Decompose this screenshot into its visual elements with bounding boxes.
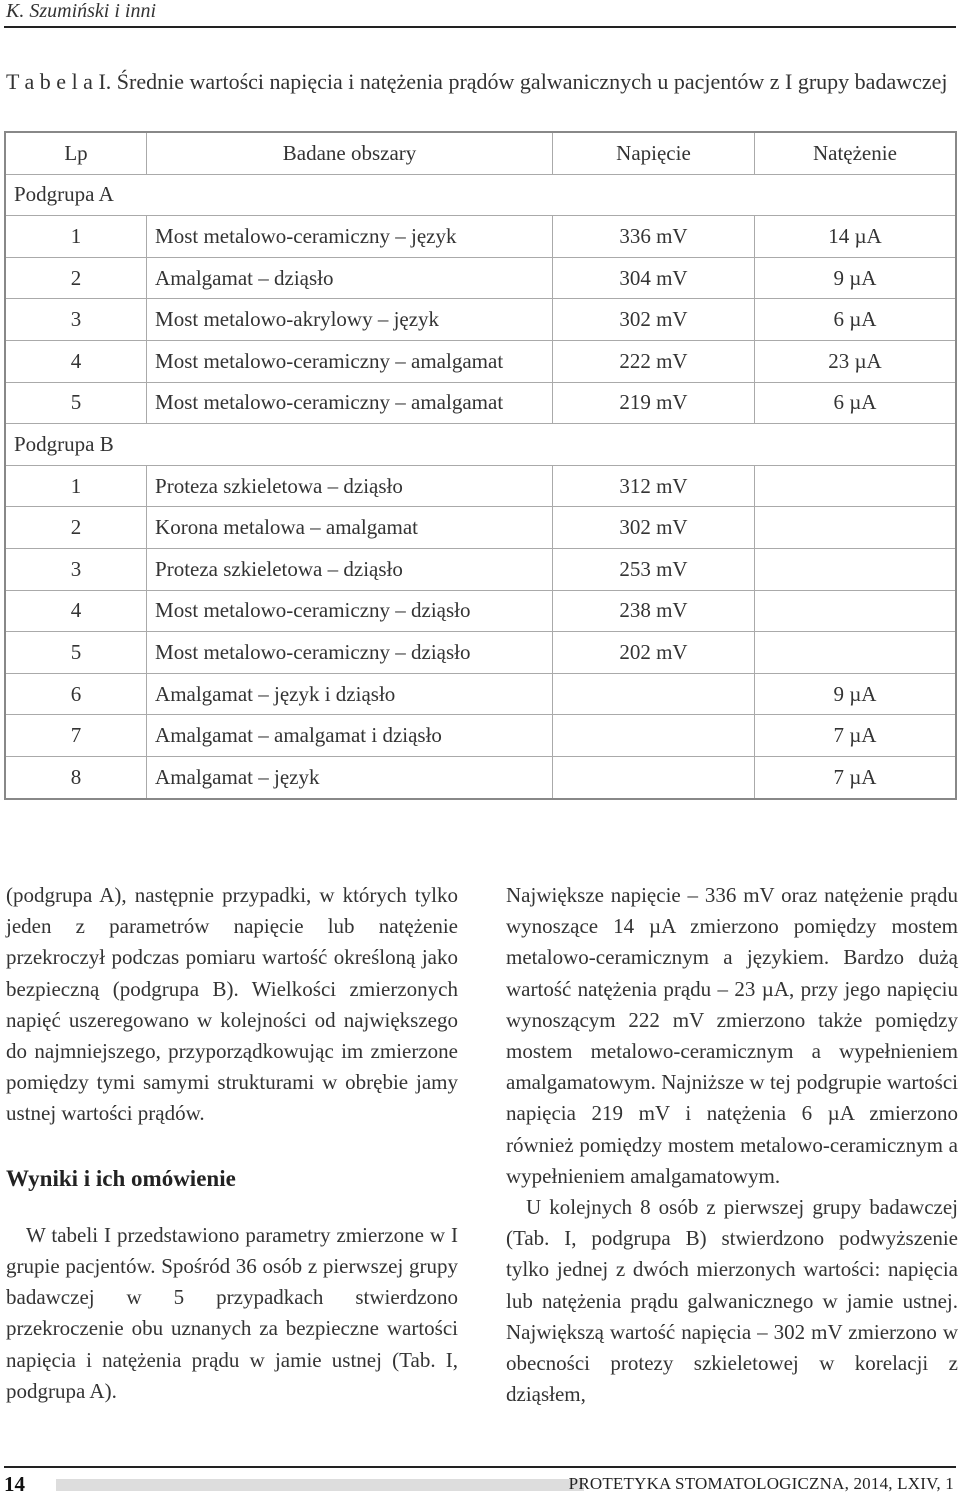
column-header-voltage: Napięcie xyxy=(553,132,755,174)
column-header-area: Badane obszary xyxy=(147,132,553,174)
cell-voltage: 219 mV xyxy=(553,382,755,424)
cell-current xyxy=(754,632,956,674)
footer-rule xyxy=(4,1466,956,1468)
cell-voltage xyxy=(553,673,755,715)
results-table xyxy=(4,131,957,800)
cell-voltage: 302 mV xyxy=(553,507,755,549)
cell-current: 14 µA xyxy=(754,216,956,258)
table-caption: T a b e l a I. Średnie wartości napięcia i natężenia prądów galwanicznych u pacjentów z I grupy badawczej xyxy=(6,69,948,94)
right-column xyxy=(506,880,958,1410)
cell-current: 23 µA xyxy=(754,340,956,382)
table-row xyxy=(5,216,956,258)
cell-area: Most metalowo-ceramiczny – amalgamat xyxy=(147,340,553,382)
table-row xyxy=(5,715,956,757)
body-paragraph: Największe napięcie – 336 mV oraz natężenie prądu wynoszące 14 µA zmierzono pomiędzy mostem metalowo-ceramicznym a językiem. Bardzo dużą wartość natężenia prądu – 23 µA, przy jego napięciu wynoszącym 222 mV zmierzono także pomiędzy mostem metalowo-ceramicznym a wypełnieniem amalgamatowym. Najniższe w tej podgrupie wartości napięcia 219 mV i natężenia 6 µA zmierzono również pomiędzy mostem metalowo-ceramicznym a wypełnieniem amalgamatowym. xyxy=(506,883,958,1188)
cell-area: Korona metalowa – amalgamat xyxy=(147,507,553,549)
cell-lp: 2 xyxy=(5,507,147,549)
cell-lp: 3 xyxy=(5,548,147,590)
column-header-lp: Lp xyxy=(5,132,147,174)
cell-current: 6 µA xyxy=(754,299,956,341)
cell-voltage: 336 mV xyxy=(553,216,755,258)
footer-decorative-bar xyxy=(56,1479,584,1491)
table-row xyxy=(5,632,956,674)
page-number: 14 xyxy=(4,1472,25,1496)
cell-lp: 5 xyxy=(5,632,147,674)
body-paragraph: U kolejnych 8 osób z pierwszej grupy badawczej (Tab. I, podgrupa B) stwierdzono podwyższenie tylko jednej z dwóch mierzonych wartości: napięcia lub natężenia prądu galwanicznego w jamie ustnej. Największą wartość napięcia – 302 mV zmierzono w obecności protezy szkieletowej w korelacji z dziąsłem, xyxy=(506,1195,958,1407)
cell-area: Proteza szkieletowa – dziąsło xyxy=(147,548,553,590)
cell-current xyxy=(754,590,956,632)
cell-area: Most metalowo-akrylowy – język xyxy=(147,299,553,341)
cell-area: Amalgamat – dziąsło xyxy=(147,257,553,299)
cell-lp: 4 xyxy=(5,340,147,382)
table-row xyxy=(5,465,956,507)
cell-area: Proteza szkieletowa – dziąsło xyxy=(147,465,553,507)
cell-voltage: 222 mV xyxy=(553,340,755,382)
cell-area: Amalgamat – amalgamat i dziąsło xyxy=(147,715,553,757)
table-row xyxy=(5,756,956,798)
cell-current: 7 µA xyxy=(754,715,956,757)
left-column xyxy=(6,880,458,1407)
cell-voltage: 238 mV xyxy=(553,590,755,632)
table-row xyxy=(5,673,956,715)
group-label: Podgrupa B xyxy=(5,424,956,466)
cell-area: Amalgamat – język i dziąsło xyxy=(147,673,553,715)
cell-lp: 5 xyxy=(5,382,147,424)
cell-voltage: 253 mV xyxy=(553,548,755,590)
cell-current: 9 µA xyxy=(754,673,956,715)
table-header-row xyxy=(5,132,956,174)
cell-area: Most metalowo-ceramiczny – amalgamat xyxy=(147,382,553,424)
body-paragraph: W tabeli I przedstawiono parametry zmierzone w I grupie pacjentów. Spośród 36 osób z pierwszej grupy badawczej w 5 przypadkach stwierdzono przekroczenie obu uznanych za bezpieczne wartości napięcia i natężenia prądu w jamie ustnej (Tab. I, podgrupa A). xyxy=(6,1222,458,1403)
cell-current: 6 µA xyxy=(754,382,956,424)
column-header-current: Natężenie xyxy=(754,132,956,174)
cell-lp: 3 xyxy=(5,299,147,341)
cell-voltage: 302 mV xyxy=(553,299,755,341)
cell-voltage xyxy=(553,715,755,757)
group-label: Podgrupa A xyxy=(5,174,956,216)
cell-lp: 1 xyxy=(5,465,147,507)
header-rule xyxy=(4,26,956,28)
cell-lp: 8 xyxy=(5,756,147,798)
table-row xyxy=(5,257,956,299)
body-paragraph: (podgrupa A), następnie przypadki, w których tylko jeden z parametrów napięcie lub natężenie przekroczył podczas pomiaru wartość określoną jako bezpieczną (podgrupa B). Wielkości zmierzonych napięć uszeregowano w kolejności od największego do najmniejszego, przyporządkowując im zmierzone pomiędzy tymi samymi strukturami w obrębie jamy ustnej wartości prądów. xyxy=(6,883,458,1126)
cell-area: Most metalowo-ceramiczny – dziąsło xyxy=(147,590,553,632)
table-row xyxy=(5,299,956,341)
table-row xyxy=(5,340,956,382)
cell-current: 7 µA xyxy=(754,756,956,798)
cell-area: Amalgamat – język xyxy=(147,756,553,798)
table-row xyxy=(5,548,956,590)
cell-lp: 6 xyxy=(5,673,147,715)
cell-area: Most metalowo-ceramiczny – dziąsło xyxy=(147,632,553,674)
cell-lp: 2 xyxy=(5,257,147,299)
cell-current xyxy=(754,548,956,590)
cell-voltage: 202 mV xyxy=(553,632,755,674)
cell-voltage xyxy=(553,756,755,798)
cell-lp: 7 xyxy=(5,715,147,757)
group-row xyxy=(5,174,956,216)
cell-voltage: 312 mV xyxy=(553,465,755,507)
cell-area: Most metalowo-ceramiczny – język xyxy=(147,216,553,258)
cell-voltage: 304 mV xyxy=(553,257,755,299)
table-row xyxy=(5,507,956,549)
cell-lp: 1 xyxy=(5,216,147,258)
cell-current: 9 µA xyxy=(754,257,956,299)
section-heading: Wyniki i ich omówienie xyxy=(6,1165,236,1191)
cell-current xyxy=(754,507,956,549)
journal-citation: PROTETYKA STOMATOLOGICZNA, 2014, LXIV, 1 xyxy=(568,1474,954,1493)
cell-current xyxy=(754,465,956,507)
group-row xyxy=(5,424,956,466)
table-row xyxy=(5,382,956,424)
running-head-author: K. Szumiński i inni xyxy=(6,0,157,22)
table-row xyxy=(5,590,956,632)
cell-lp: 4 xyxy=(5,590,147,632)
